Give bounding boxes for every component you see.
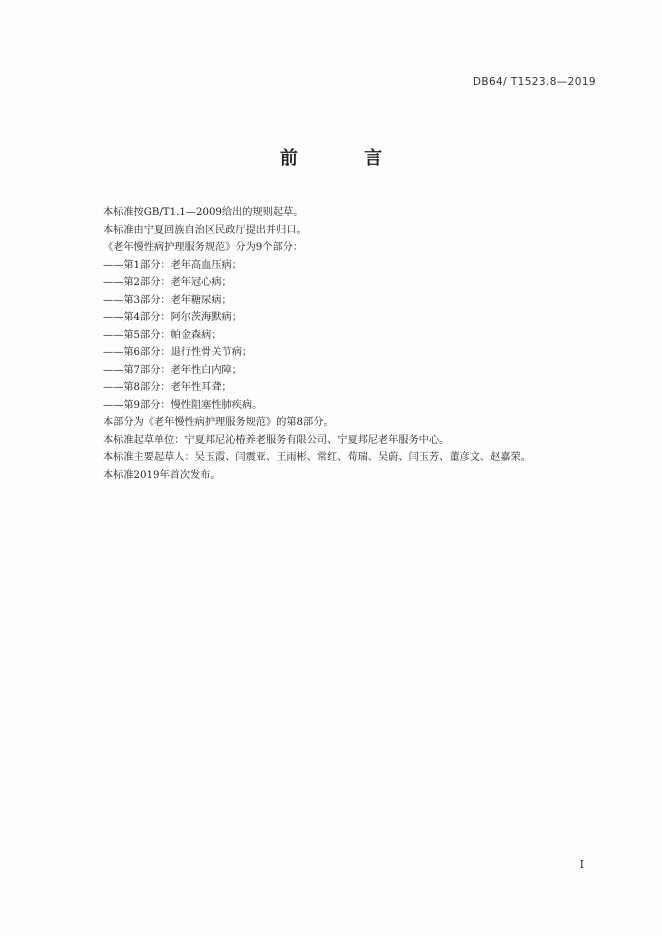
foreword-body [103, 204, 603, 484]
standard-code: DB64/ T1523.8—2019 [472, 76, 596, 88]
part-item: ——第1部分：老年高血压病； [103, 259, 242, 271]
paragraph-drafting-rules: 本标准按GB/T1.1—2009给出的规则起草。 [103, 207, 304, 218]
part-item: ——第6部分：退行性骨关节病； [103, 347, 253, 358]
part-item: ——第3部分：老年糖尿病； [103, 294, 232, 306]
part-item: ——第4部分：阿尔茨海默病； [103, 312, 242, 323]
paragraph-parts-intro: 《老年慢性病护理服务规范》分为9个部分： [103, 242, 304, 253]
part-item: ——第5部分：帕金森病； [103, 329, 222, 341]
paragraph-proposer: 本标准由宁夏回族自治区民政厅提出并归口。 [103, 224, 307, 236]
part-item: ——第9部分：慢性阻塞性肺疾病。 [103, 399, 263, 411]
part-item: ——第7部分：老年性白内障； [103, 364, 242, 376]
part-item: ——第2部分：老年冠心病； [103, 277, 232, 288]
paragraph-this-part: 本部分为《老年慢性病护理服务规范》的第8部分。 [103, 417, 334, 428]
page-number: I [579, 858, 584, 871]
paragraph-drafters: 本标准主要起草人：吴玉霞、闫震亚、王雨彬、常红、荀瑞、吴蔚、闫玉芳、董彦文、赵嘉荣。 [103, 452, 531, 463]
paragraph-release: 本标准2019年首次发布。 [103, 469, 221, 481]
part-item: ——第8部分：老年性耳聋； [103, 382, 232, 393]
page-title: 前 言 [279, 148, 413, 169]
paragraph-drafting-units: 本标准起草单位：宁夏邦尼沁椿养老服务有限公司、宁夏邦尼老年服务中心。 [103, 434, 450, 446]
